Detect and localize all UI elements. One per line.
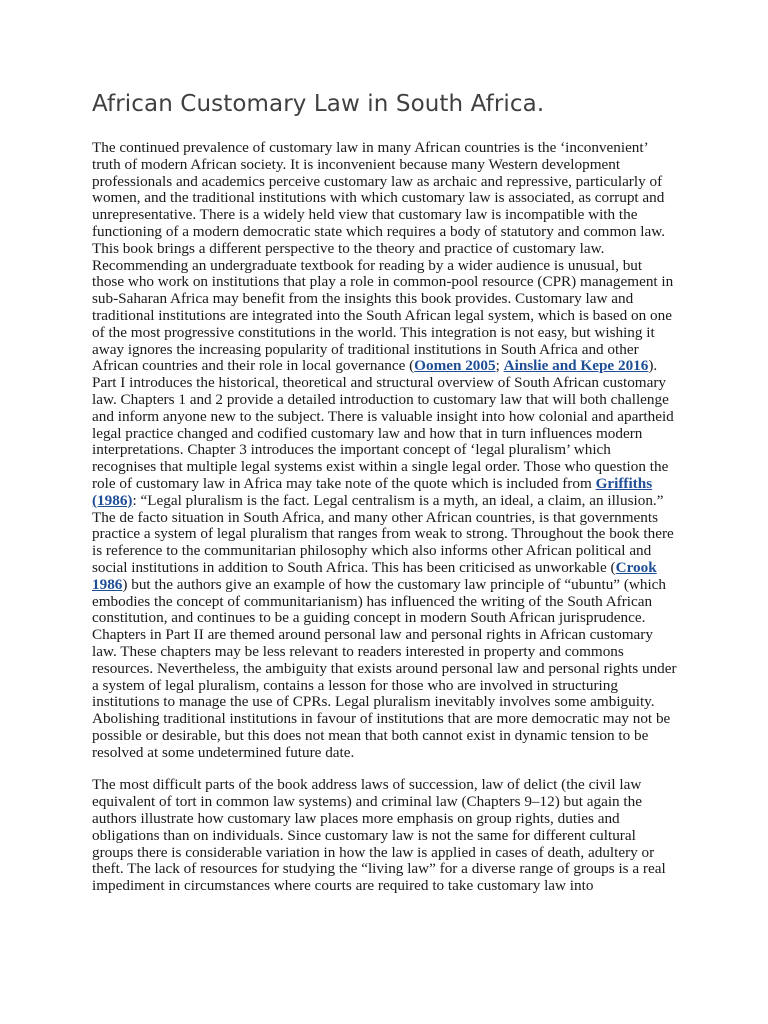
paragraph-difficult-parts: The most difficult parts of the book address laws of succession, law of delict (the civil law equivalent of tort in common law systems) and criminal law (Chapters 9–12) but again the authors illustrate how customary law places more emphasis on group rights, duties and obligations than on individuals. Since customary law is not the same for different cultural groups there is considerable variation in how the law is applied in cases of death, adultery or theft. The lack of resources for studying the “living law” for a diverse range of groups is a real impediment in circumstances where courts are required to take customary law into [92, 776, 666, 895]
paragraph-intro [92, 140, 677, 375]
paragraph-intro-text: The continued prevalence of customary law in many African countries is the ‘inconvenient’ truth of modern African society. It is inconvenient because many Western development professionals and academics perceive customary law as archaic and repressive, particularly of women, and the traditional institutions with which customary law is associated, as corrupt and unrepresentative. There is a widely held view that customary law is incompatible with the functioning of a modern democratic state which requires a body of statutory and common law. This book brings a different perspective to the theory and practice of customary law. Recommending an undergraduate textbook for reading by a wider audience is unusual, but those who work on institutions that play a role in common-pool resource (CPR) management in sub-Saharan Africa may benefit from the insights this book provides. Customary law and traditional institutions are integrated into the South African legal system, which is based on one of the most progressive constitutions in the world. This integration is not easy, but wishing it away ignores the increasing popularity of traditional institutions in South Africa and other African countries and their role in local governance ( [92, 139, 674, 375]
citation-link-oomen-2005[interactable]: Oomen 2005 [414, 357, 496, 375]
document-page [92, 88, 677, 895]
citation-link-ainslie-kepe-2016[interactable]: Ainslie and Kepe 2016 [503, 357, 649, 375]
citation-link-crook-1986[interactable]: Crook 1986 [92, 558, 657, 593]
citation-link-griffiths-1986[interactable]: Griffiths (1986) [92, 474, 653, 509]
document-title: African Customary Law in South Africa. [92, 91, 545, 117]
paragraph-part-one-text-a: Part I introduces the historical, theoretical and structural overview of South African customary law. Chapters 1 and 2 provide a detailed introduction to customary law that will both challenge and inform anyone new to the subject. There is valuable insight into how colonial and apartheid legal practice changed and codified customary law and how that in turn influences modern interpretations. Chapter 3 introduces the important concept of ‘legal pluralism’ which recognises that multiple legal systems exist within a single legal order. Those who question the role of customary law in Africa may take note of the quote which is included from [92, 374, 674, 492]
paragraph-part-two: Chapters in Part II are themed around personal law and personal rights in African customary law. These chapters may be less relevant to readers interested in property and commons resources. Nevertheless, the ambiguity that exists around personal law and personal rights under a system of legal pluralism, contains a lesson for those who are involved in structuring institutions to manage the use of CPRs. Legal pluralism inevitably involves some ambiguity. Abolishing traditional institutions in favour of institutions that are more democratic may not be possible or desirable, but this does not mean that both cannot exist in dynamic tension to be resolved at some undetermined future date. [92, 626, 677, 761]
paragraph-intro-end: ). [648, 357, 658, 375]
citation-separator: ; [495, 357, 504, 375]
paragraph-part-one-text-c: ) but the authors give an example of how the customary law principle of “ubuntu” (which embodies the concept of communitarianism) has influenced the writing of the South African constitution, and continues to be a guiding concept in modern South African jurisprudence. [92, 575, 667, 627]
paragraph-part-one-text-b: : “Legal pluralism is the fact. Legal centralism is a myth, an ideal, a claim, an illusion.” The de facto situation in South Africa, and many other African countries, is that governments practice a system of legal pluralism that ranges from weak to strong. Throughout the book there is reference to the communitarian philosophy which also informs other African political and social institutions in addition to South Africa. This has been criticised as unworkable ( [92, 491, 674, 576]
paragraph-part-one [92, 375, 677, 627]
